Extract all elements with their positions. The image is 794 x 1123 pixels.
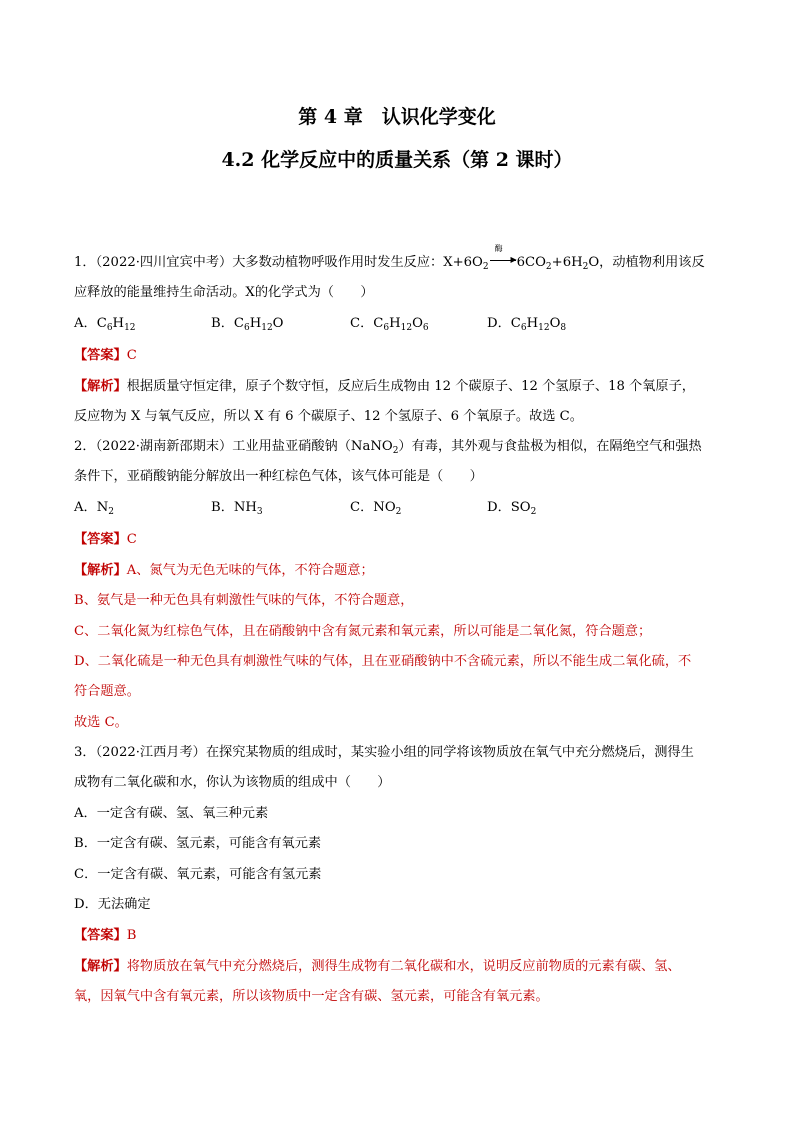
q1-option-b: B．$C_6H_{12}O$ xyxy=(211,316,284,333)
q1-option-d: D．$C_6H_{12}O_8$ xyxy=(487,316,567,333)
arrow-head-icon: ▶ xyxy=(510,255,517,264)
q1-text-a: 大多数动植物呼吸作用时发生反应：X+6O xyxy=(232,255,483,270)
q2-analysis-line3: C、二氧化氮为红棕色气体，且在硝酸钠中含有氮元素和氧元素，所以可能是二氧化氮，符合题意； xyxy=(74,624,652,639)
reaction-condition: 酶 xyxy=(494,244,503,253)
answer-value: B xyxy=(126,928,137,943)
q2-source: （2022·湖南新邵期末） xyxy=(95,439,233,454)
answer-tag: 【答案】 xyxy=(74,348,127,363)
q3-stem-line2: 成物有二氧化碳和水，你认为该物质的组成中（ ） xyxy=(74,775,391,790)
reaction-arrow xyxy=(489,244,517,267)
q1-text-c: +6H xyxy=(551,255,583,270)
q1-source: （2022·四川宜宾中考） xyxy=(95,255,233,270)
q2-option-a: A．$N_2$ xyxy=(74,500,114,517)
q3-option-c: C．一定含有碳、氧元素，可能含有氢元素 xyxy=(74,867,322,882)
q1-stem-line1 xyxy=(74,244,724,273)
q1-answer xyxy=(74,346,724,366)
q3-number: 3． xyxy=(74,745,96,760)
q1-h2o-sub: 2 xyxy=(582,262,589,272)
q2-answer xyxy=(74,530,724,550)
q2-option-c: C．$NO_2$ xyxy=(350,500,402,517)
q2-option-d: D．$SO_2$ xyxy=(487,500,537,517)
q3-analysis-line1: 【解析】将物质放在氧气中充分燃烧后，测得生成物有二氧化碳和水，说明反应前物质的元素有碳、氢、 xyxy=(74,959,681,974)
q2-stem-line2: 条件下，亚硝酸钠能分解放出一种红棕色气体，该气体可能是（ ） xyxy=(74,469,483,484)
analysis-tag: 【解析】 xyxy=(74,563,127,578)
answer-value: C xyxy=(126,532,137,547)
q1-option-a: A．$C_6H_{12}$ xyxy=(74,316,136,333)
analysis-tag: 【解析】 xyxy=(74,379,127,394)
q1-text-b: 6CO xyxy=(516,255,546,270)
section-title: 4.2 化学反应中的质量关系（第 2 课时） xyxy=(221,149,573,171)
answer-tag: 【答案】 xyxy=(74,928,127,943)
q3-option-d: D．无法确定 xyxy=(74,897,151,912)
q2-option-b: B．$NH_3$ xyxy=(211,500,263,517)
q2-analysis-line2: B、氨气是一种无色具有刺激性气味的气体，不符合题意， xyxy=(74,593,414,608)
q3-option-a: A．一定含有碳、氢、氧三种元素 xyxy=(74,806,269,821)
answer-tag: 【答案】 xyxy=(74,532,127,547)
chapter-title: 第 4 章 认识化学变化 xyxy=(298,106,496,128)
q3-answer xyxy=(74,926,724,946)
q1-option-c: C．$C_6H_{12}O_6$ xyxy=(350,316,429,333)
q3-analysis-line2: 氧，因氧气中含有氧元素，所以该物质中一定含有碳、氢元素，可能含有氧元素。 xyxy=(74,989,549,1004)
q1-analysis-line1: 【解析】根据质量守恒定律，原子个数守恒，反应后生成物由 12 个碳原子、12 个氢原子、18 个氧原子， xyxy=(74,379,695,394)
q2-conclusion: 故选 C。 xyxy=(74,715,128,730)
q2-analysis-line5: 符合题意。 xyxy=(74,684,140,699)
answer-value: C xyxy=(126,348,137,363)
analysis-tag: 【解析】 xyxy=(74,959,127,974)
q3-source: （2022·江西月考） xyxy=(95,745,206,760)
q1-text-d: O，动植物利用该反 xyxy=(588,255,705,270)
q1-co2-sub: 2 xyxy=(545,262,552,272)
q2-analysis-line4: D、二氧化硫是一种无色具有刺激性气味的气体，且在亚硝酸钠中不含硫元素，所以不能生成二氧化硫，不 xyxy=(74,654,692,669)
q3-stem-line1: 3．（2022·江西月考）在探究某物质的组成时，某实验小组的同学将该物质放在氧气中充分燃烧后，测得生 xyxy=(74,745,694,760)
q2-stem-line1: 2．（2022·湖南新邵期末）工业用盐亚硝酸钠（NaNO$_2$）有毒，其外观与食盐极为相似，在隔绝空气和强热 xyxy=(74,439,702,456)
q1-o2-sub: 2 xyxy=(482,262,489,272)
q2-number: 2． xyxy=(74,439,96,454)
q2-analysis-line1: 【解析】A、氮气为无色无味的气体，不符合题意； xyxy=(74,563,374,578)
q1-stem-line2: 应释放的能量维持生命活动。X的化学式为（ ） xyxy=(74,285,374,300)
q1-analysis-line2: 反应物为 X 与氧气反应，所以 X 有 6 个碳原子、12 个氢原子、6 个氧原子。故选 C。 xyxy=(74,409,583,424)
q1-number: 1． xyxy=(74,255,96,270)
q3-option-b: B．一定含有碳、氢元素，可能含有氧元素 xyxy=(74,836,322,851)
